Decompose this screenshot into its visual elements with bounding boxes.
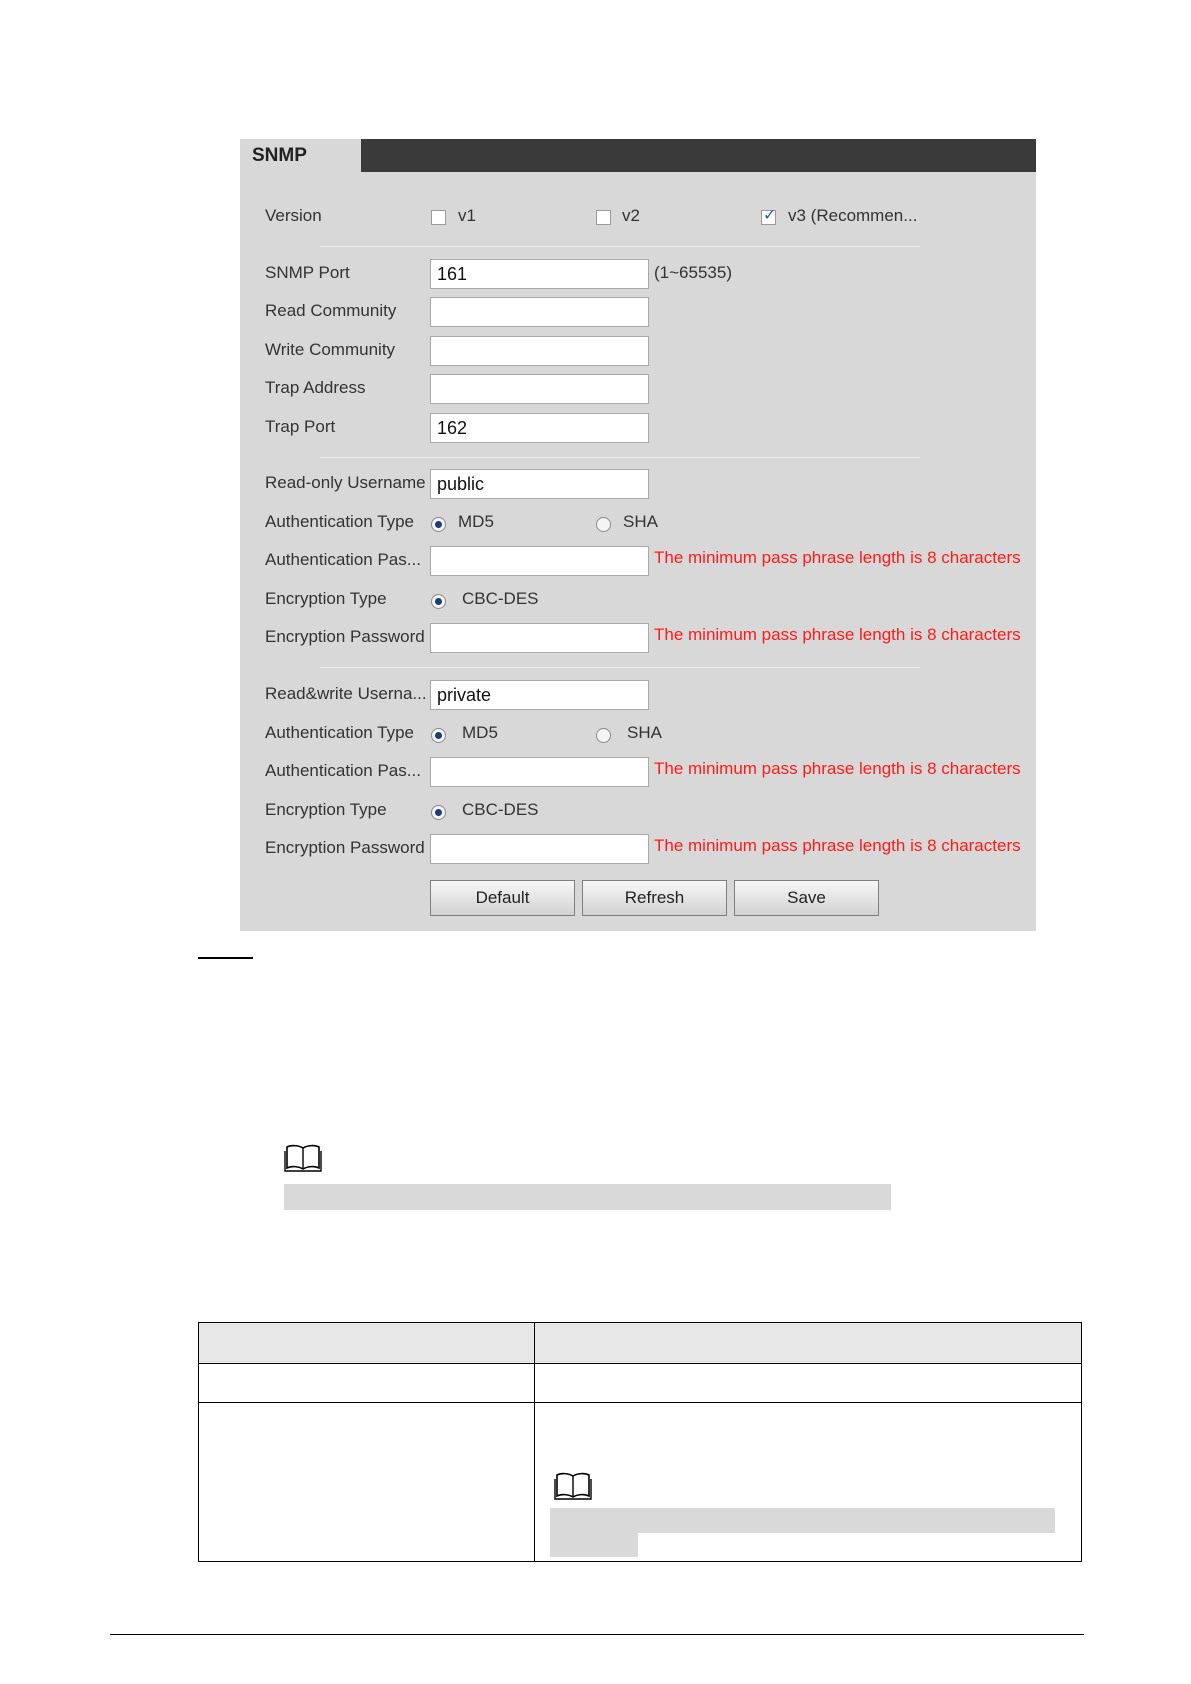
readwrite-auth-password-input[interactable]	[430, 757, 649, 787]
table-note-placeholder	[550, 1533, 638, 1557]
readwrite-auth-md5-radio[interactable]	[431, 728, 446, 743]
separator	[320, 667, 920, 668]
readonly-enc-password-error: The minimum pass phrase length is 8 characters	[654, 625, 1021, 644]
readwrite-enc-password-input[interactable]	[430, 834, 649, 864]
readwrite-auth-sha-label: SHA	[627, 723, 662, 742]
book-icon	[554, 1471, 592, 1501]
read-community-input[interactable]	[430, 297, 649, 327]
readwrite-auth-password-label: Authentication Pas...	[265, 761, 421, 780]
version-v1-checkbox[interactable]	[431, 210, 446, 225]
default-button[interactable]: Default	[430, 880, 575, 916]
version-v1-label: v1	[458, 206, 476, 225]
snmp-port-input[interactable]: 161	[430, 259, 649, 289]
save-button[interactable]: Save	[734, 880, 879, 916]
separator	[320, 457, 920, 458]
readonly-auth-sha-label: SHA	[623, 512, 658, 531]
readwrite-auth-md5-label: MD5	[462, 723, 498, 742]
separator	[320, 246, 920, 247]
table-header	[198, 1322, 1082, 1363]
read-community-label: Read Community	[265, 301, 397, 320]
readonly-auth-md5-label: MD5	[458, 512, 494, 531]
footer-rule	[110, 1634, 1084, 1635]
write-community-label: Write Community	[265, 340, 396, 359]
readonly-auth-md5-radio[interactable]	[431, 517, 446, 532]
snmp-port-label: SNMP Port	[265, 263, 350, 282]
trap-address-label: Trap Address	[265, 378, 366, 397]
checkmark-icon: ✓	[763, 207, 777, 224]
tab-snmp-label: SNMP	[252, 145, 307, 166]
readonly-auth-password-input[interactable]	[430, 546, 649, 576]
readwrite-auth-password-error: The minimum pass phrase length is 8 characters	[654, 759, 1021, 778]
note-text-placeholder	[284, 1184, 891, 1210]
readonly-enc-password-input[interactable]	[430, 623, 649, 653]
readonly-auth-password-error: The minimum pass phrase length is 8 characters	[654, 548, 1021, 567]
version-label: Version	[265, 206, 322, 225]
refresh-button[interactable]: Refresh	[582, 880, 727, 916]
readonly-username-input[interactable]: public	[430, 469, 649, 499]
snmp-panel	[240, 139, 1036, 931]
version-v3-checkbox[interactable]	[761, 207, 777, 225]
trap-port-label: Trap Port	[265, 417, 336, 436]
readonly-auth-sha-radio[interactable]	[596, 517, 611, 532]
readonly-enc-cbcdes-radio[interactable]	[431, 594, 446, 609]
trap-address-input[interactable]	[430, 374, 649, 404]
readwrite-enc-type-label: Encryption Type	[265, 800, 387, 819]
readwrite-enc-cbcdes-label: CBC-DES	[462, 800, 539, 819]
version-v2-checkbox[interactable]	[596, 210, 611, 225]
readwrite-username-label: Read&write Userna...	[265, 684, 427, 703]
readonly-auth-password-label: Authentication Pas...	[265, 550, 421, 569]
readonly-enc-cbcdes-label: CBC-DES	[462, 589, 539, 608]
version-v2-label: v2	[622, 206, 640, 225]
snmp-port-range: (1~65535)	[654, 263, 732, 282]
parameter-table	[198, 1322, 1082, 1562]
tab-snmp[interactable]	[240, 139, 361, 172]
write-community-input[interactable]	[430, 336, 649, 366]
readwrite-username-input[interactable]: private	[430, 680, 649, 710]
readonly-username-label: Read-only Username	[265, 473, 426, 492]
trap-port-input[interactable]: 162	[430, 413, 649, 443]
readwrite-enc-password-error: The minimum pass phrase length is 8 characters	[654, 836, 1021, 855]
readwrite-auth-sha-radio[interactable]	[596, 728, 611, 743]
table-note-placeholder	[550, 1508, 1055, 1533]
readonly-enc-type-label: Encryption Type	[265, 589, 387, 608]
version-v3-label: v3 (Recommen...	[788, 206, 918, 225]
readwrite-enc-password-label: Encryption Password	[265, 838, 425, 857]
step-underline	[198, 957, 253, 959]
book-icon	[284, 1143, 322, 1173]
readwrite-enc-cbcdes-radio[interactable]	[431, 805, 446, 820]
readwrite-auth-type-label: Authentication Type	[265, 723, 415, 742]
readonly-enc-password-label: Encryption Password	[265, 627, 425, 646]
readonly-auth-type-label: Authentication Type	[265, 512, 415, 531]
